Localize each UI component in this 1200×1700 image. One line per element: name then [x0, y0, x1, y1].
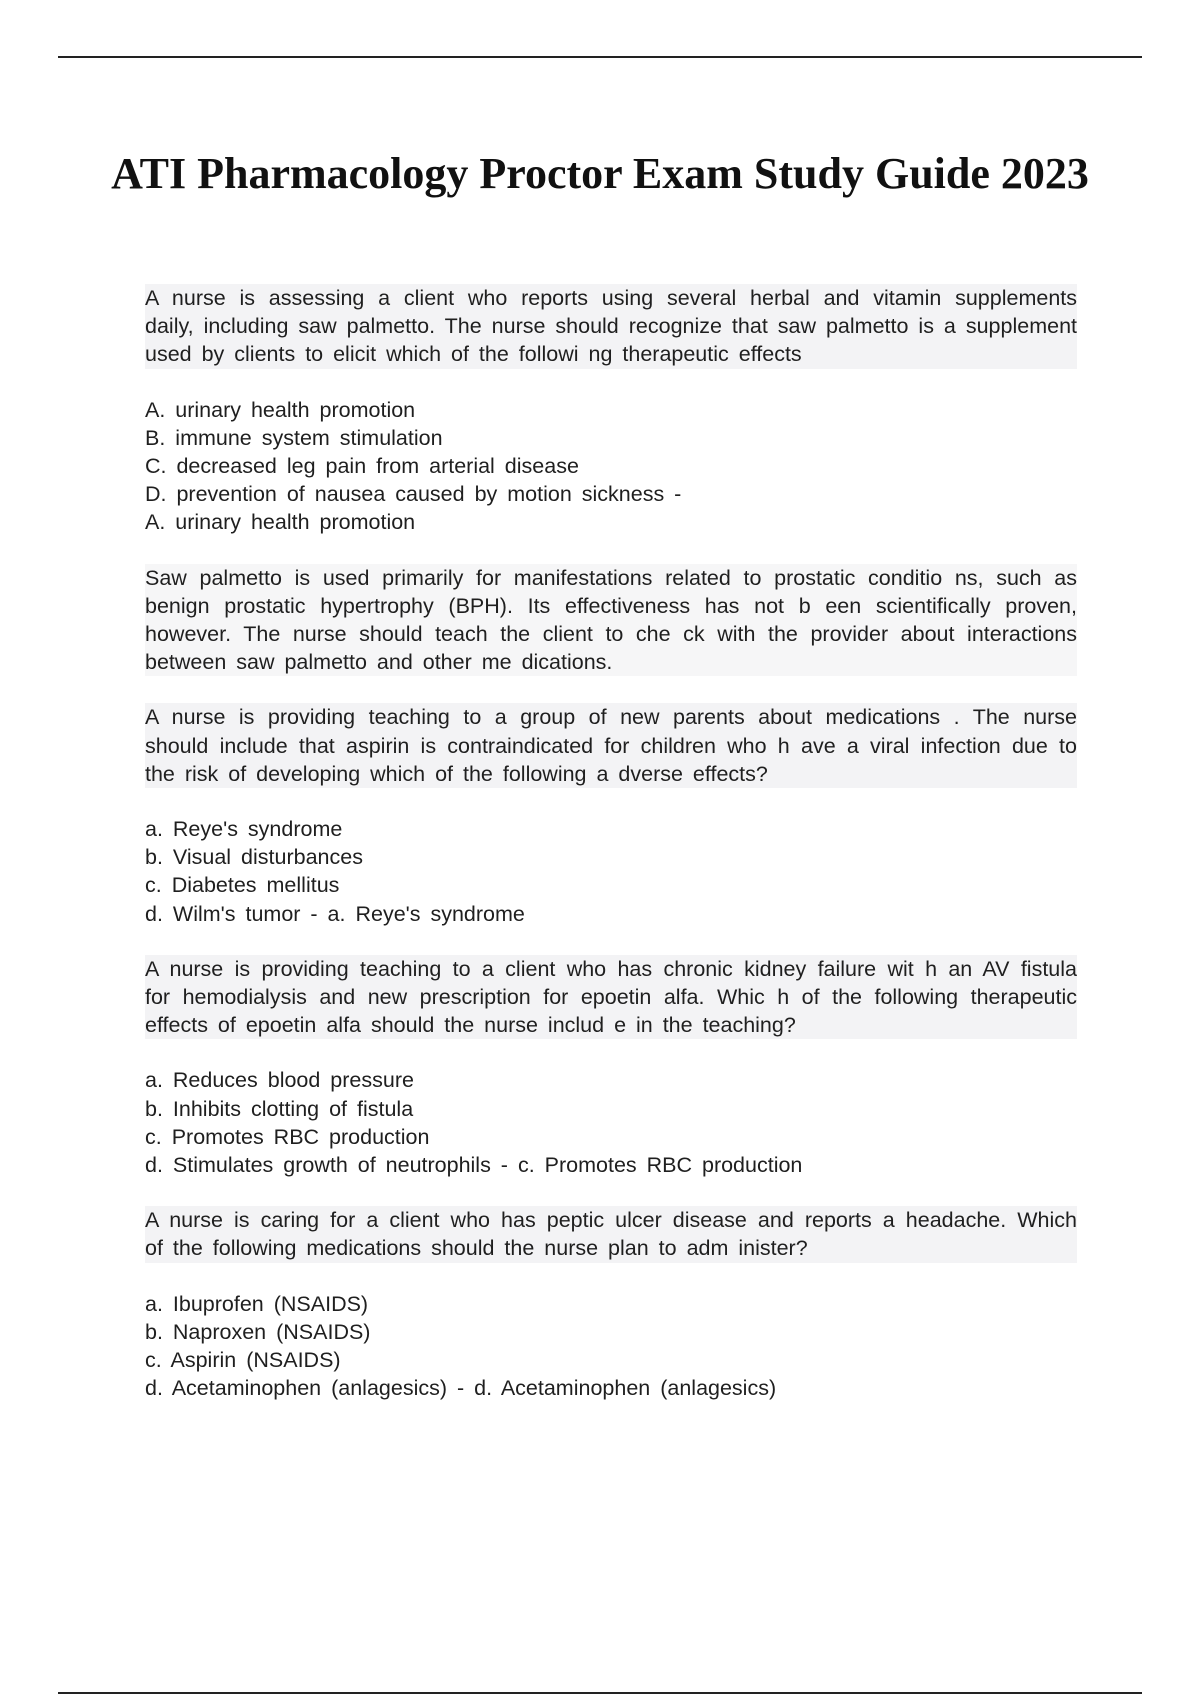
- question-4-option-a: a. Ibuprofen (NSAIDS): [145, 1291, 369, 1316]
- question-2-stem: A nurse is providing teaching to a group of new parents about medications . The nurse should include that aspirin is contraindicated for children who h ave a viral infection due to the risk of developing which of the following a dverse effects?: [145, 703, 1077, 788]
- question-1-option-d: D. prevention of nausea caused by motion sickness -: [145, 482, 682, 507]
- question-4-stem: A nurse is caring for a client who has peptic ulcer disease and reports a headache. Which of the following medications should the nurse plan to adm inister?: [145, 1206, 1077, 1262]
- question-3-stem: A nurse is providing teaching to a client who has chronic kidney failure wit h an AV fistula for hemodialysis and new prescription for epoetin alfa. Whic h of the following therapeutic effects of epoetin alfa should the nurse includ e in the teaching?: [145, 955, 1077, 1040]
- bottom-rule: [58, 1692, 1142, 1694]
- question-2-option-d: d. Wilm's tumor - a. Reye's syndrome: [145, 901, 525, 926]
- question-3-options: [145, 1066, 1077, 1179]
- question-3-option-d: d. Stimulates growth of neutrophils - c. Promotes RBC production: [145, 1153, 803, 1178]
- question-1-option-a: A. urinary health promotion: [145, 397, 416, 422]
- question-1-stem: A nurse is assessing a client who reports using several herbal and vitamin supplements daily, including saw palmetto. The nurse should recognize that saw palmetto is a supplement used by clients to elicit which of the followi ng therapeutic effects: [145, 284, 1077, 369]
- question-1-option-b: B. immune system stimulation: [145, 425, 443, 450]
- top-rule: [58, 56, 1142, 58]
- document-body: [145, 284, 1077, 1430]
- question-4-option-b: b. Naproxen (NSAIDS): [145, 1319, 371, 1344]
- question-3-option-c: c. Promotes RBC production: [145, 1124, 430, 1149]
- question-2-options: [145, 815, 1077, 928]
- question-3-option-a: a. Reduces blood pressure: [145, 1068, 414, 1093]
- question-4-option-c: c. Aspirin (NSAIDS): [145, 1348, 341, 1373]
- question-4-options: [145, 1290, 1077, 1403]
- question-1-explanation: Saw palmetto is used primarily for manifestations related to prostatic conditio ns, such as benign prostatic hypertrophy (BPH). Its effectiveness has not b een scientifically proven, however. The nurse should teach the client to che ck with the provider about interactions between saw palmetto and other me dications.: [145, 564, 1077, 677]
- question-3-option-b: b. Inhibits clotting of fistula: [145, 1096, 414, 1121]
- question-2-option-a: a. Reye's syndrome: [145, 817, 343, 842]
- question-2-option-b: b. Visual disturbances: [145, 845, 363, 870]
- document-title: ATI Pharmacology Proctor Exam Study Guide 2023: [111, 149, 1089, 198]
- question-4-option-d: d. Acetaminophen (anlagesics) - d. Acetaminophen (anlagesics): [145, 1376, 777, 1401]
- question-1-answer: A. urinary health promotion: [145, 510, 416, 535]
- question-1-option-c: C. decreased leg pain from arterial disease: [145, 454, 579, 479]
- question-2-option-c: c. Diabetes mellitus: [145, 873, 340, 898]
- question-1-options: [145, 396, 1077, 537]
